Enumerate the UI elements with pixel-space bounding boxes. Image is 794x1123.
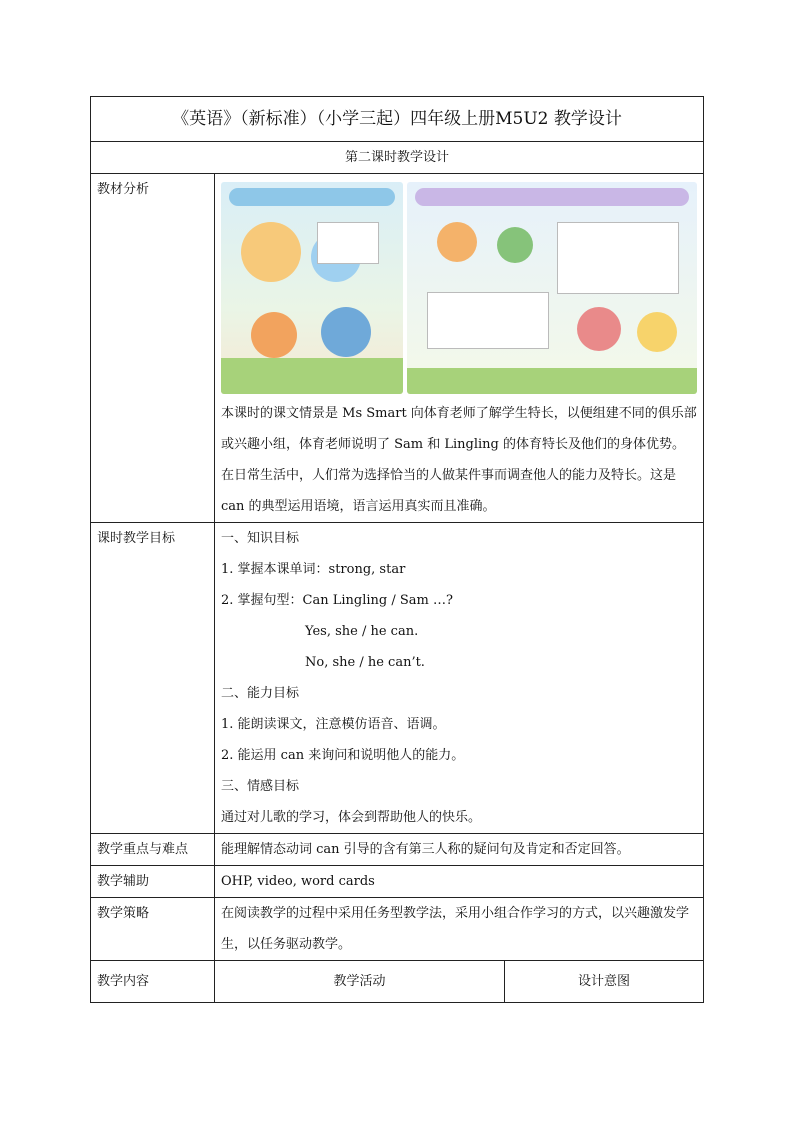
textbook-illustration — [221, 182, 697, 394]
intent-column-header: 设计意图 — [505, 961, 704, 1003]
objective-line: 1. 能朗读课文，注意模仿语音、语调。 — [221, 717, 446, 732]
objective-line: 2. 能运用 can 来询问和说明他人的能力。 — [221, 748, 465, 763]
objectives-label: 课时教学目标 — [91, 523, 215, 834]
textbook-page-left — [221, 182, 403, 394]
analysis-text: 本课时的课文情景是 Ms Smart 向体育老师了解学生特长，以便组建不同的俱乐部或兴趣小组，体育老师说明了 Sam 和 Lingling 的体育特长及他们的身体优势。在日常生活中，人们常为选择恰当的人做某件事而调查他人的能力及特长。这是 can 的典型运用语境，语言运用真实而且准确。 — [221, 406, 697, 514]
objective-line: 1. 掌握本课单词：strong, star — [221, 562, 406, 577]
activity-column-header: 教学活动 — [215, 961, 505, 1003]
objective-line: 二、能力目标 — [221, 686, 300, 701]
lesson-plan-table — [90, 96, 704, 1003]
objective-line: 2. 掌握句型：Can Lingling / Sam …? — [221, 593, 453, 608]
key-points-text: 能理解情态动词 can 引导的含有第三人称的疑问句及肯定和否定回答。 — [215, 834, 704, 866]
objectives-cell — [215, 523, 704, 834]
document-title: 《英语》（新标准）（小学三起）四年级上册M5U2 教学设计 — [91, 97, 704, 142]
textbook-page-right — [407, 182, 697, 394]
objective-line: 三、情感目标 — [221, 779, 300, 794]
objective-line: Yes, she / he can. — [305, 624, 419, 639]
objective-line: 通过对儿歌的学习，体会到帮助他人的快乐。 — [221, 810, 482, 825]
strategy-text: 在阅读教学的过程中采用任务型教学法，采用小组合作学习的方式，以兴趣激发学生，以任务驱动教学。 — [215, 898, 704, 961]
content-label: 教学内容 — [91, 961, 215, 1003]
analysis-cell — [215, 174, 704, 523]
strategy-label: 教学策略 — [91, 898, 215, 961]
lesson-subtitle: 第二课时教学设计 — [91, 142, 704, 174]
objective-line: 一、知识目标 — [221, 531, 300, 546]
aids-text: OHP, video, word cards — [215, 866, 704, 898]
analysis-label: 教材分析 — [91, 174, 215, 523]
key-points-label: 教学重点与难点 — [91, 834, 215, 866]
aids-label: 教学辅助 — [91, 866, 215, 898]
objective-line: No, she / he can’t. — [305, 655, 425, 670]
